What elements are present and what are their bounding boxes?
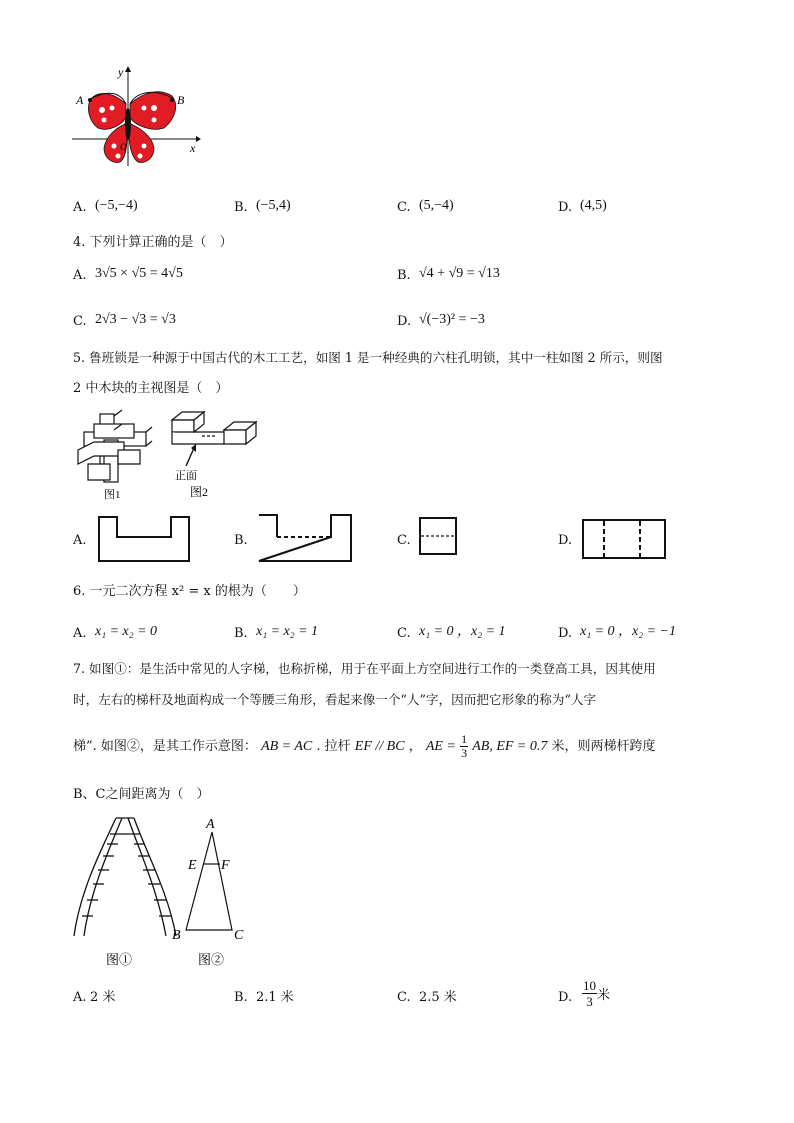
q6-option-d-letter: D. bbox=[558, 626, 573, 641]
q6-option-a-letter: A. bbox=[73, 626, 87, 641]
q7-line1: 7. 如图①：是生活中常见的人字梯，也称折梯，用于在平面上方空间进行工作的一类登高工具，因其使用 bbox=[73, 661, 656, 676]
q3-option-c-letter: C. bbox=[397, 200, 411, 215]
q7-line3 bbox=[73, 730, 656, 764]
label-y: y bbox=[118, 65, 124, 79]
label-o: O bbox=[120, 142, 127, 152]
q7-rod-text: . 拉杆 bbox=[316, 739, 351, 754]
q7-fraction-den: 3 bbox=[461, 746, 468, 760]
q7-option-d-unit: 米 bbox=[597, 988, 611, 1003]
q7-line3-intro: 梯”. 如图②，是其工作示意图： bbox=[73, 739, 257, 754]
q7-eq-ab-ac: AB = AC bbox=[261, 739, 313, 754]
q3-option-a-text: (−5,−4) bbox=[95, 198, 138, 213]
q7-eq-ab-ef: AB, EF = 0.7 bbox=[472, 739, 548, 754]
q7-option-d-letter: D. bbox=[558, 990, 573, 1005]
q7-fig1-caption: 图① bbox=[106, 953, 133, 968]
q7-fraction bbox=[460, 733, 468, 760]
q5-option-b-letter: B. bbox=[234, 533, 248, 548]
q7-point-e: E bbox=[188, 858, 197, 873]
q7-option-d-num: 10 bbox=[583, 978, 596, 993]
q7-triangle-figure bbox=[168, 812, 258, 972]
q6-option-c-letter: C. bbox=[397, 626, 411, 641]
q5-option-c-view bbox=[419, 517, 457, 555]
q5-option-d-letter: D. bbox=[558, 533, 573, 548]
q5-fig1-caption: 图1 bbox=[104, 489, 121, 501]
q3-option-d-letter: D. bbox=[558, 200, 573, 215]
q6-option-d-text: x₁ = 0 ，x₂ = −1 bbox=[580, 624, 677, 639]
q7-option-a-text: 2 米 bbox=[90, 990, 116, 1005]
q5-option-a-view bbox=[97, 515, 192, 563]
q4-option-d-letter: D. bbox=[397, 314, 412, 329]
q7-option-b-letter: B. bbox=[234, 990, 248, 1005]
q5-option-b-view bbox=[257, 513, 354, 563]
q7-option-a-letter: A. bbox=[73, 990, 87, 1005]
q4-option-b-text: √4 + √9 = √13 bbox=[419, 266, 500, 281]
q6-option-c-text: x₁ = 0 ，x₂ = 1 bbox=[419, 624, 506, 639]
luban-lock-figures bbox=[74, 406, 264, 502]
q7-line2: 时，左右的梯杆及地面构成一个等腰三角形，看起来像一个“人”字，因而把它形象的称为“人字 bbox=[73, 692, 597, 707]
q5-stem-line2: 2 中木块的主视图是（ ） bbox=[73, 381, 229, 396]
q6-option-b-letter: B. bbox=[234, 626, 248, 641]
q7-point-a: A bbox=[206, 817, 215, 832]
q3-option-a-letter: A. bbox=[73, 200, 87, 215]
q6-stem: 6. 一元二次方程 x² = x 的根为（ ） bbox=[73, 584, 306, 599]
q4-option-c-text: 2√3 − √3 = √3 bbox=[95, 312, 176, 327]
q4-stem: 4. 下列计算正确的是（ ） bbox=[73, 235, 233, 250]
q3-option-b-letter: B. bbox=[234, 200, 248, 215]
q7-option-d-fraction bbox=[582, 978, 597, 1009]
q3-option-c-text: (5,−4) bbox=[419, 198, 454, 213]
q3-option-d-text: (4,5) bbox=[580, 198, 607, 213]
label-b: B bbox=[177, 93, 185, 107]
q5-option-a-letter: A. bbox=[73, 533, 87, 548]
q3-option-b-text: (−5,4) bbox=[256, 198, 291, 213]
q7-point-b: B bbox=[172, 928, 181, 943]
q7-fraction-num: 1 bbox=[461, 732, 468, 746]
q7-comma: ， bbox=[408, 739, 422, 754]
q5-option-c-letter: C. bbox=[397, 533, 411, 548]
q7-fig2-caption: 图② bbox=[198, 953, 225, 968]
label-x: x bbox=[190, 141, 196, 155]
q4-option-c-letter: C. bbox=[73, 314, 87, 329]
q5-fig2-caption: 图2 bbox=[190, 485, 209, 499]
q4-option-a-letter: A. bbox=[73, 268, 87, 283]
q5-option-d-view bbox=[582, 519, 666, 559]
q6-option-a-text: x₁ = x₂ = 0 bbox=[95, 624, 158, 639]
q7-point-f: F bbox=[221, 858, 230, 873]
q7-point-c: C bbox=[234, 928, 244, 943]
q7-option-b-text: 2.1 米 bbox=[256, 990, 294, 1005]
q5-stem-line1: 5. 鲁班锁是一种源于中国古代的木工工艺，如图 1 是一种经典的六柱孔明锁，其中一柱如图 2 所示，则图 bbox=[73, 350, 663, 365]
butterfly-coordinate-figure bbox=[68, 62, 203, 172]
q4-option-d-text: √(−3)² = −3 bbox=[419, 312, 485, 327]
q7-line4: B、C之间距离为（ ） bbox=[73, 787, 210, 802]
label-a: A bbox=[76, 93, 84, 107]
q4-option-b-letter: B. bbox=[397, 268, 411, 283]
q6-option-b-text: x₁ = x₂ = 1 bbox=[256, 624, 319, 639]
q7-option-c-text: 2.5 米 bbox=[419, 990, 457, 1005]
q7-option-d-den: 3 bbox=[586, 994, 593, 1009]
q7-option-c-letter: C. bbox=[397, 990, 411, 1005]
q7-ladder-figure bbox=[70, 812, 180, 972]
q7-line3-tail: 米，则两梯杆跨度 bbox=[551, 739, 656, 754]
q4-option-a-text: 3√5 × √5 = 4√5 bbox=[95, 266, 183, 281]
q7-eq-ae: AE = bbox=[425, 739, 456, 754]
q7-eq-parallel: EF // BC bbox=[354, 739, 405, 754]
q5-front-label: 正面 bbox=[175, 470, 197, 482]
q7-option-d-value bbox=[582, 978, 610, 1009]
